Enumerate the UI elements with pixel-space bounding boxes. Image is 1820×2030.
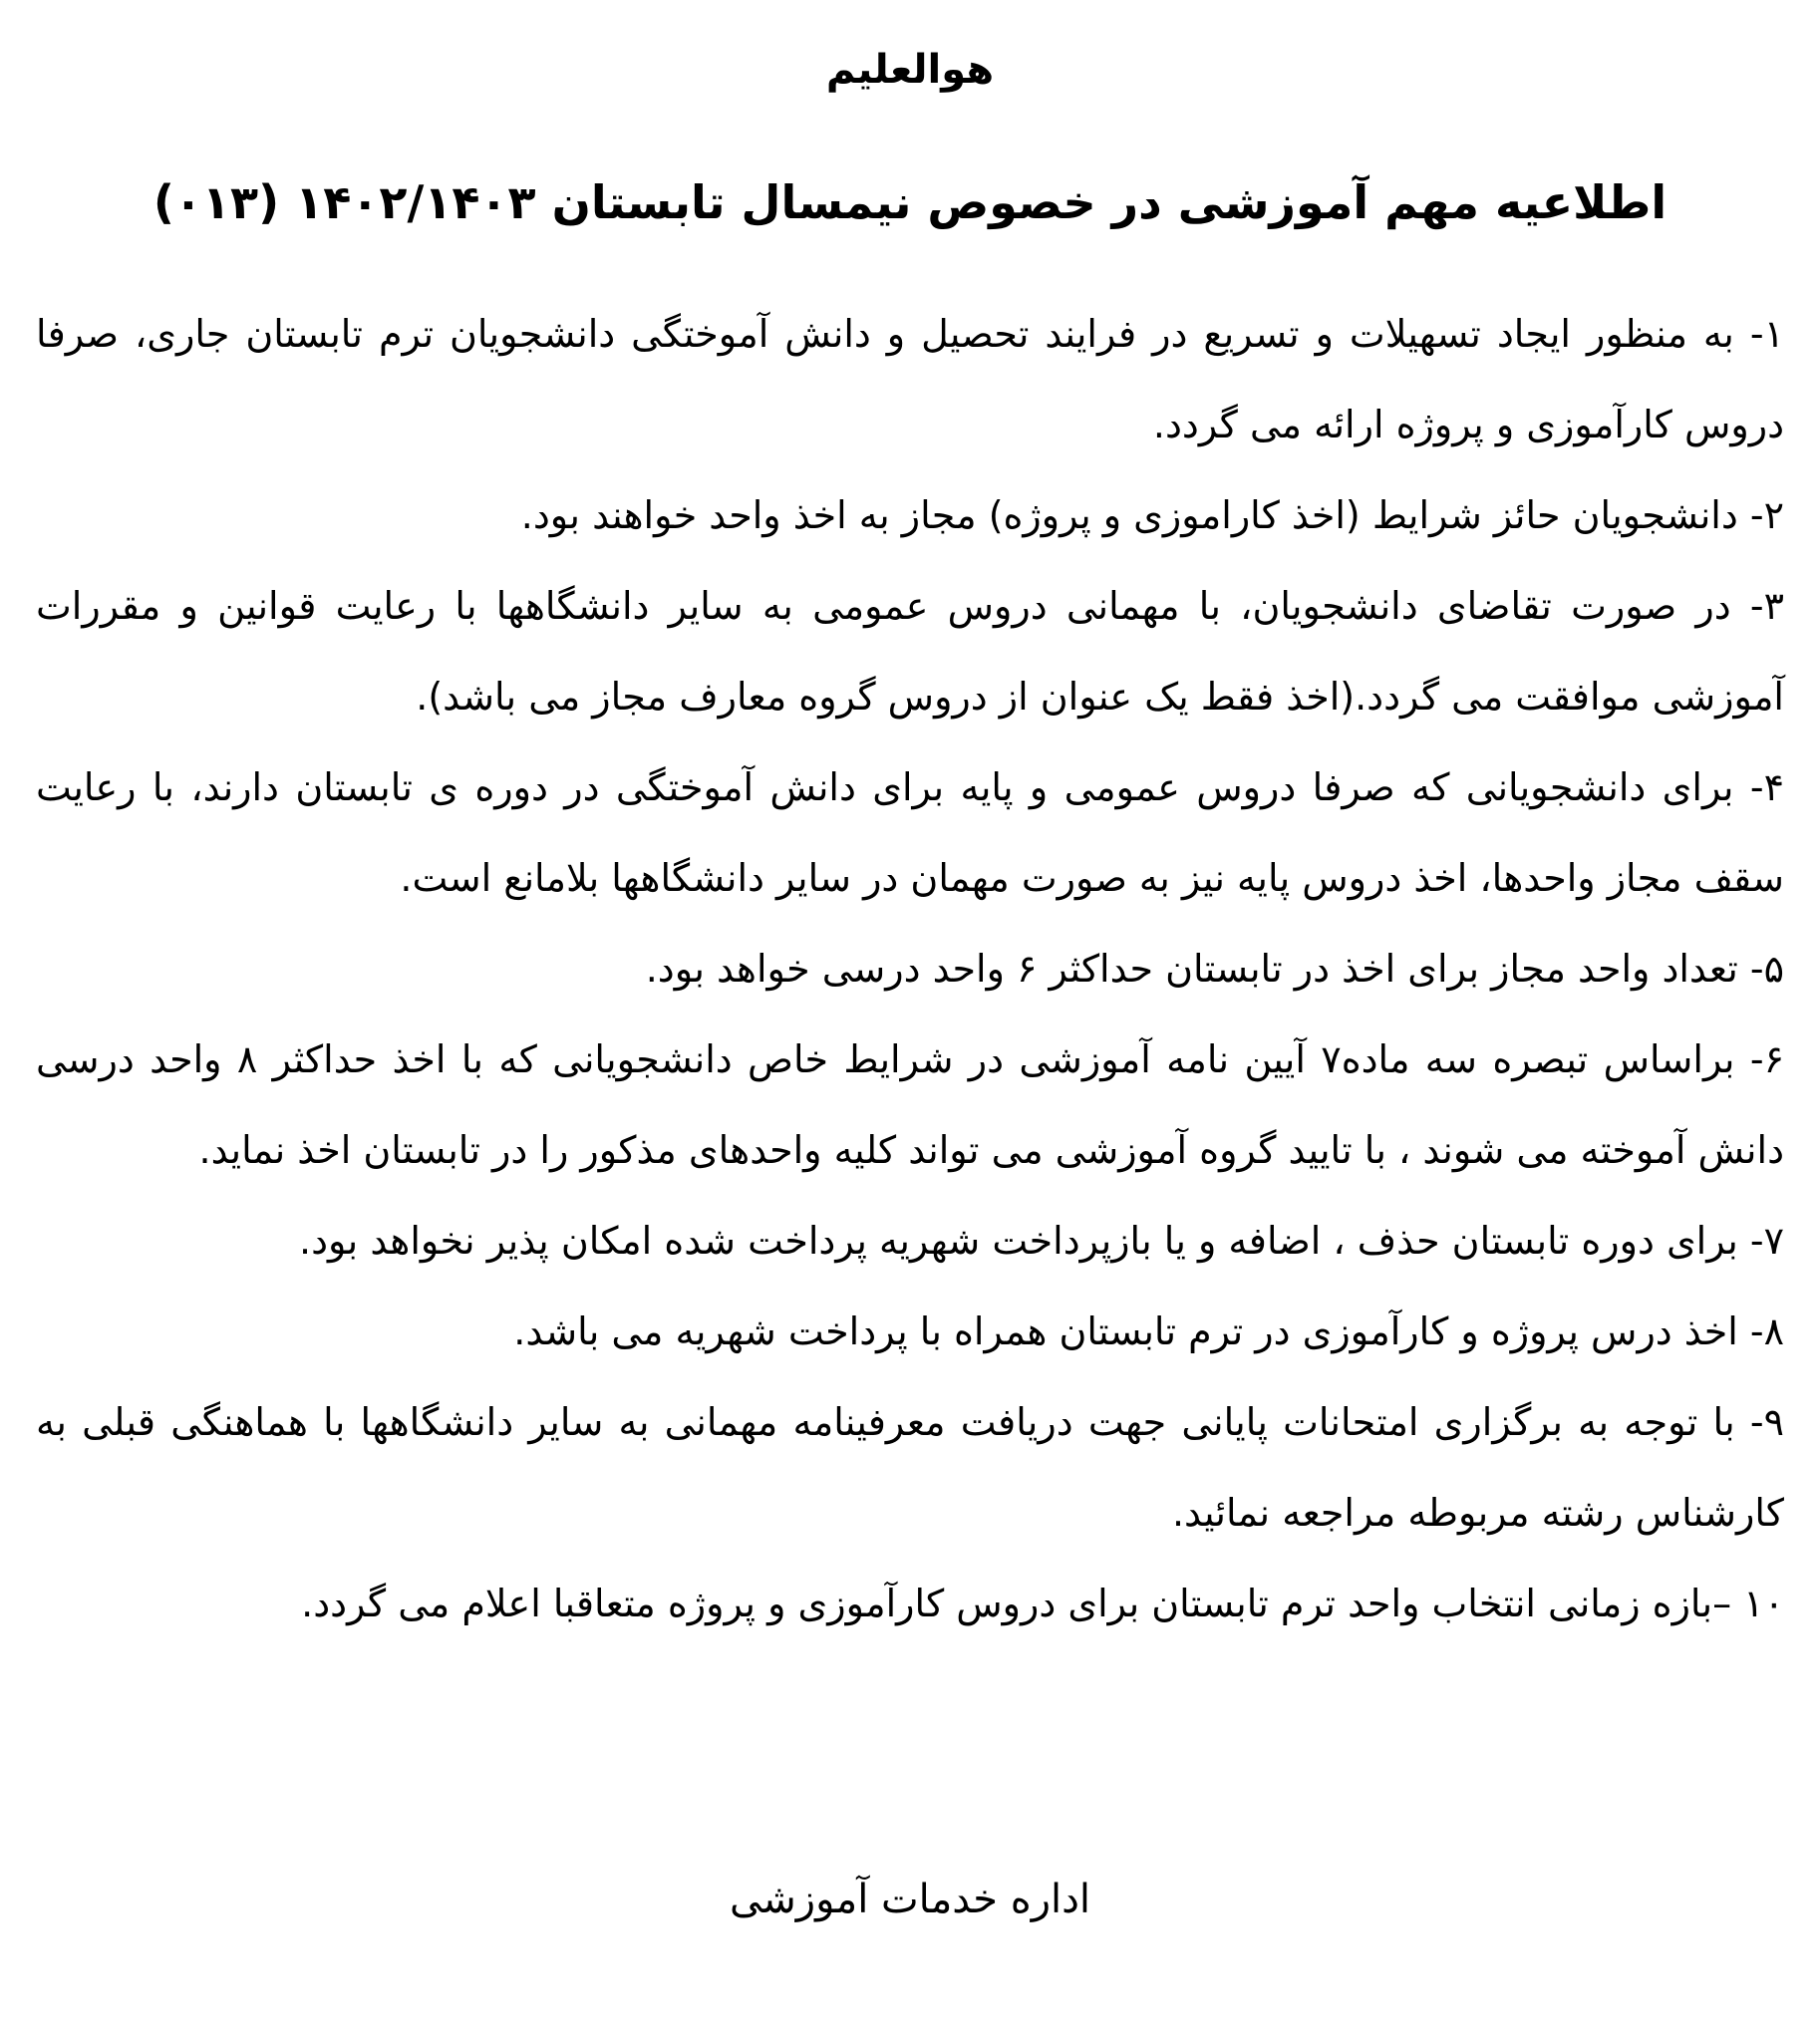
- announcement-item-2: ۲- دانشجویان حائز شرایط (اخذ کاراموزی و پروژه) مجاز به اخذ واحد خواهند بود.: [520, 493, 1784, 537]
- announcement-item-5: ۵- تعداد واحد مجاز برای اخذ در تابستان حداکثر ۶ واحد درسی خواهد بود.: [645, 947, 1784, 991]
- announcement-title: اطلاعیه مهم آموزشی در خصوص نیمسال تابستان ۱۴۰۲/۱۴۰۳ (۰۱۳): [152, 175, 1668, 229]
- announcement-item-8: ۸- اخذ درس پروژه و کارآموزی در ترم تابستان همراه با پرداخت شهریه می باشد.: [513, 1309, 1784, 1353]
- announcement-item-7: ۷- برای دوره تابستان حذف ، اضافه و یا بازپرداخت شهریه پرداخت شده امکان پذیر نخواهد بود.: [299, 1219, 1784, 1263]
- issuing-office-signature: اداره خدمات آموزشی: [729, 1877, 1091, 1922]
- announcement-item-6: ۶- براساس تبصره سه ماده۷ آیین نامه آموزشی در شرایط خاص دانشجویانی که با اخذ حداکثر ۸ واحد درسی دانش آموخته می شوند ، با تایید گروه آموزشی می تواند کلیه واحدهای مذکور را در تابستان اخذ نماید.: [36, 1037, 1784, 1172]
- religious-heading: هوالعلیم: [825, 47, 995, 93]
- announcement-items: [36, 289, 1784, 1649]
- announcement-item-3: ۳- در صورت تقاضای دانشجویان، با مهمانی دروس عمومی به سایر دانشگاهها با رعایت قوانین و مقررات آموزشی موافقت می گردد.(اخذ فقط یک عنوان از دروس گروه معارف مجاز می باشد).: [36, 584, 1784, 719]
- announcement-item-1: ۱- به منظور ایجاد تسهیلات و تسریع در فرایند تحصیل و دانش آموختگی دانشجویان ترم تابستان جاری، صرفا دروس کارآموزی و پروژه ارائه می گردد.: [36, 312, 1784, 446]
- announcement-item-4: ۴- برای دانشجویانی که صرفا دروس عمومی و پایه برای دانش آموختگی در دوره ی تابستان دارند، با رعایت سقف مجاز واحدها، اخذ دروس پایه نیز به صورت مهمان در سایر دانشگاهها بلامانع است.: [36, 765, 1784, 900]
- announcement-item-9: ۹- با توجه به برگزاری امتحانات پایانی جهت دریافت معرفینامه مهمانی به سایر دانشگاهها با هماهنگی قبلی به کارشناس رشته مربوطه مراجعه نمائید.: [36, 1400, 1784, 1535]
- announcement-item-10: ۱۰ –بازه زمانی انتخاب واحد ترم تابستان برای دروس کارآموزی و پروژه متعاقبا اعلام می گردد.: [301, 1582, 1784, 1625]
